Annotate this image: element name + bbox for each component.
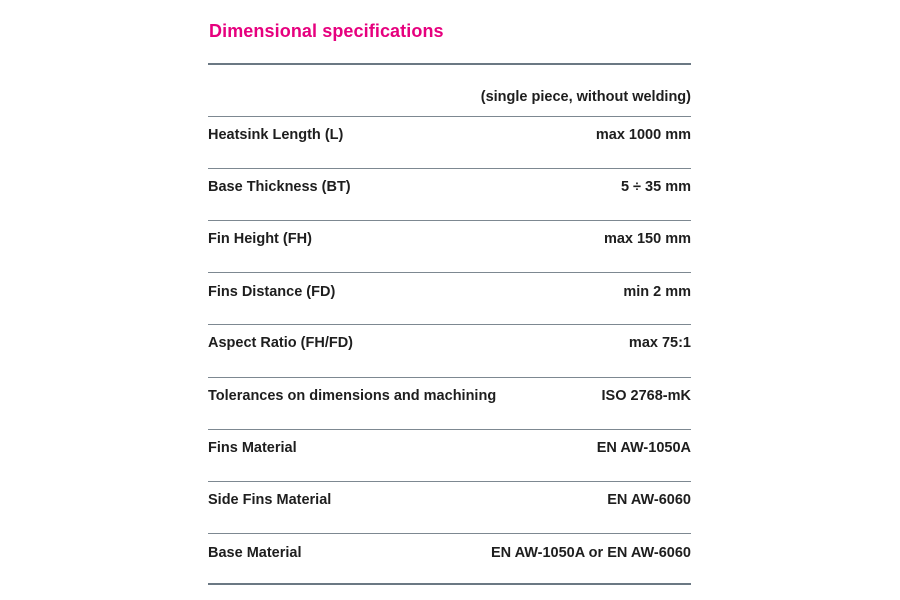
page-title: Dimensional specifications — [209, 21, 444, 41]
row-divider — [208, 272, 691, 273]
row-label: Fins Distance (FD) — [208, 284, 336, 300]
row-divider — [208, 220, 691, 221]
row-divider — [208, 481, 691, 482]
row-label: Base Thickness (BT) — [208, 179, 351, 195]
row-value: max 150 mm — [603, 231, 691, 247]
table-subheader: (single piece, without welding) — [480, 89, 691, 105]
row-divider — [208, 377, 691, 378]
row-label: Base Material — [208, 545, 302, 561]
row-label: Aspect Ratio (FH/FD) — [208, 335, 353, 351]
row-label: Side Fins Material — [208, 492, 332, 508]
row-label: Fin Height (FH) — [208, 231, 312, 247]
row-value: EN AW-1050A — [596, 440, 691, 456]
row-divider — [208, 429, 691, 430]
row-divider — [208, 533, 691, 534]
row-value: EN AW-6060 — [607, 492, 691, 508]
row-label: Fins Material — [208, 440, 297, 456]
row-value: 5 ÷ 35 mm — [620, 179, 691, 195]
row-divider — [208, 324, 691, 325]
row-label: Tolerances on dimensions and machining — [208, 388, 497, 404]
row-value: min 2 mm — [623, 284, 691, 300]
row-value: max 1000 mm — [595, 127, 691, 143]
row-label: Heatsink Length (L) — [208, 127, 344, 143]
row-divider — [208, 168, 691, 169]
row-divider — [208, 116, 691, 117]
table-bottom-rule — [208, 583, 691, 585]
row-value: EN AW-1050A or EN AW-6060 — [490, 545, 691, 561]
table-top-rule — [208, 63, 691, 65]
row-value: max 75:1 — [628, 335, 691, 351]
row-value: ISO 2768-mK — [601, 388, 691, 404]
